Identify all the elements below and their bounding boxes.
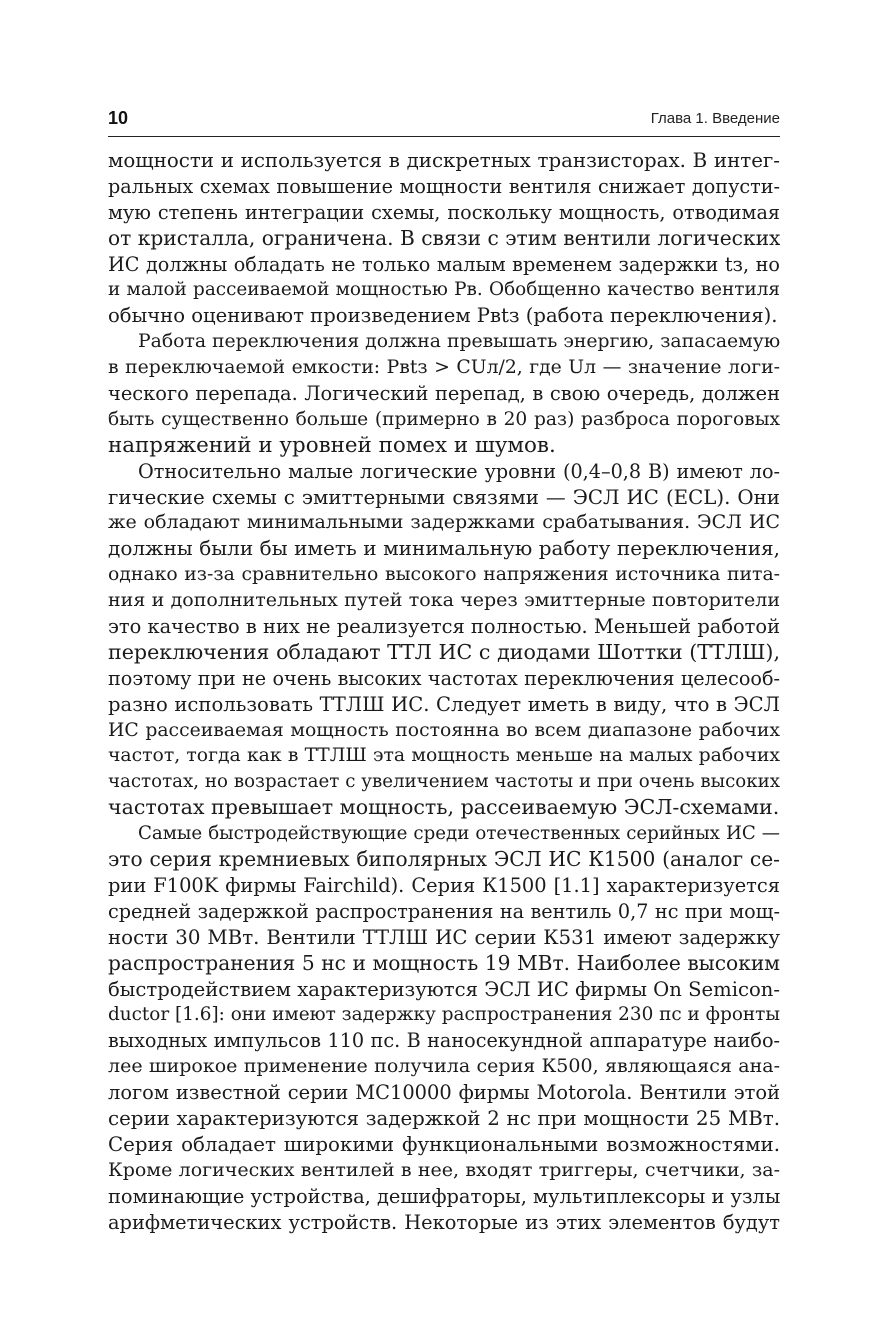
paragraph <box>108 148 780 329</box>
text-line: переключения обладают ТТЛ ИС с диодами Шоттки (ТТЛШ), <box>108 639 780 664</box>
text-line: Серия обладает широкими функциональными возможностями. <box>108 1132 780 1156</box>
text-line: выходных импульсов 110 пс. В наносекундной аппаратуре наибо- <box>108 1029 780 1053</box>
text-line: и малой рассеиваемой мощностью Pв. Обобщенно качество вентиля <box>108 279 780 301</box>
text-line: арифметических устройств. Некоторые из этих элементов будут <box>108 1210 780 1234</box>
text-line: однако из-за сравнительно высокого напряжения источника пита- <box>108 564 780 586</box>
text-line: частот, тогда как в ТТЛШ эта мощность меньше на малых рабочих <box>108 745 780 767</box>
text-line: ИС рассеиваемая мощность постоянна во всем диапазоне рабочих <box>108 719 780 741</box>
text-line: поэтому при не очень высоких частотах переключения целесооб- <box>108 666 780 690</box>
text-line: гические схемы с эмиттерными связями — ЭСЛ ИС (ECL). Они <box>108 485 780 509</box>
running-title: Глава 1. Введение <box>650 110 780 127</box>
text-line: это качество в них не реализуется полностью. Меньшей работой <box>108 615 780 639</box>
text-line: логом известной серии MC10000 фирмы Motorola. Вентили этой <box>108 1081 780 1105</box>
text-line: же обладают минимальными задержками срабатывания. ЭСЛ ИС <box>108 511 780 534</box>
text-line: ductor [1.6]: они имеют задержку распространения 230 пс и фронты <box>108 1004 780 1026</box>
paragraph <box>108 459 780 821</box>
page-number: 10 <box>108 108 129 128</box>
text-line: это серия кремниевых биполярных ЭСЛ ИС К1500 (аналог се- <box>108 847 780 872</box>
text-line: Самые быстродействующие среди отечественных серийных ИС — <box>138 823 780 845</box>
text-line: быть существенно больше (примерно в 20 раз) разброса пороговых <box>108 408 780 430</box>
text-line: ности 30 МВт. Вентили ТТЛШ ИС серии К531 имеют задержку <box>108 925 780 949</box>
text-line: средней задержкой распространения на вентиль 0,7 нс при мощ- <box>108 899 780 923</box>
text-line: Кроме логических вентилей в нее, входят триггеры, счетчики, за- <box>108 1158 780 1181</box>
text-line: частотах, но возрастает с увеличением частоты и при очень высоких <box>108 771 780 793</box>
paragraph <box>108 329 780 458</box>
text-line: разно использовать ТТЛШ ИС. Следует иметь в виду, что в ЭСЛ <box>108 692 780 716</box>
body-text <box>108 148 780 1235</box>
text-line: Работа переключения должна превышать энергию, запасаемую <box>138 331 780 353</box>
page-header <box>108 104 780 132</box>
text-line: ния и дополнительных путей тока через эмиттерные повторители <box>108 589 780 612</box>
text-line: распространения 5 нс и мощность 19 МВт. Наиболее высоким <box>108 950 780 975</box>
text-line: лее широкое применение получила серия К500, являющаяся ана- <box>108 1055 780 1078</box>
text-line: ческого перепада. Логический перепад, в свою очередь, должен <box>108 382 780 406</box>
text-line: ИС должны обладать не только малым временем задержки tз, но <box>108 252 780 276</box>
text-line: мощности и используется в дискретных транзисторах. В интег- <box>108 149 780 172</box>
text-line: поминающие устройства, дешифраторы, мультиплексоры и узлы <box>108 1184 780 1208</box>
text-line: от кристалла, ограничена. В связи с этим вентили логических <box>108 225 780 250</box>
text-line: напряжений и уровней помех и шумов. <box>108 432 556 458</box>
text-line: Относительно малые логические уровни (0,4–0,8 В) имеют ло- <box>138 459 780 483</box>
text-line: должны были бы иметь и минимальную работу переключения, <box>108 536 780 561</box>
text-line: ральных схемах повышение мощности вентиля снижает допусти- <box>108 174 780 198</box>
text-line: быстродействием характеризуются ЭСЛ ИС фирмы On Semicon- <box>108 977 780 1001</box>
text-line: частотах превышает мощность, рассеиваемую ЭСЛ-схемами. <box>108 795 780 820</box>
text-line: обычно оценивают произведением Pвtз (работа переключения). <box>108 304 778 328</box>
paragraph <box>108 821 780 1235</box>
header-rule <box>108 136 780 137</box>
text-line: в переключаемой емкости: Pвtз > CUл/2, где Uл — значение логи- <box>108 357 780 379</box>
text-line: серии характеризуются задержкой 2 нс при мощности 25 МВт. <box>108 1106 780 1130</box>
text-line: мую степень интеграции схемы, поскольку мощность, отводимая <box>108 200 780 224</box>
text-line: рии F100K фирмы Fairchild). Серия К1500 [1.1] характеризуется <box>108 873 780 897</box>
